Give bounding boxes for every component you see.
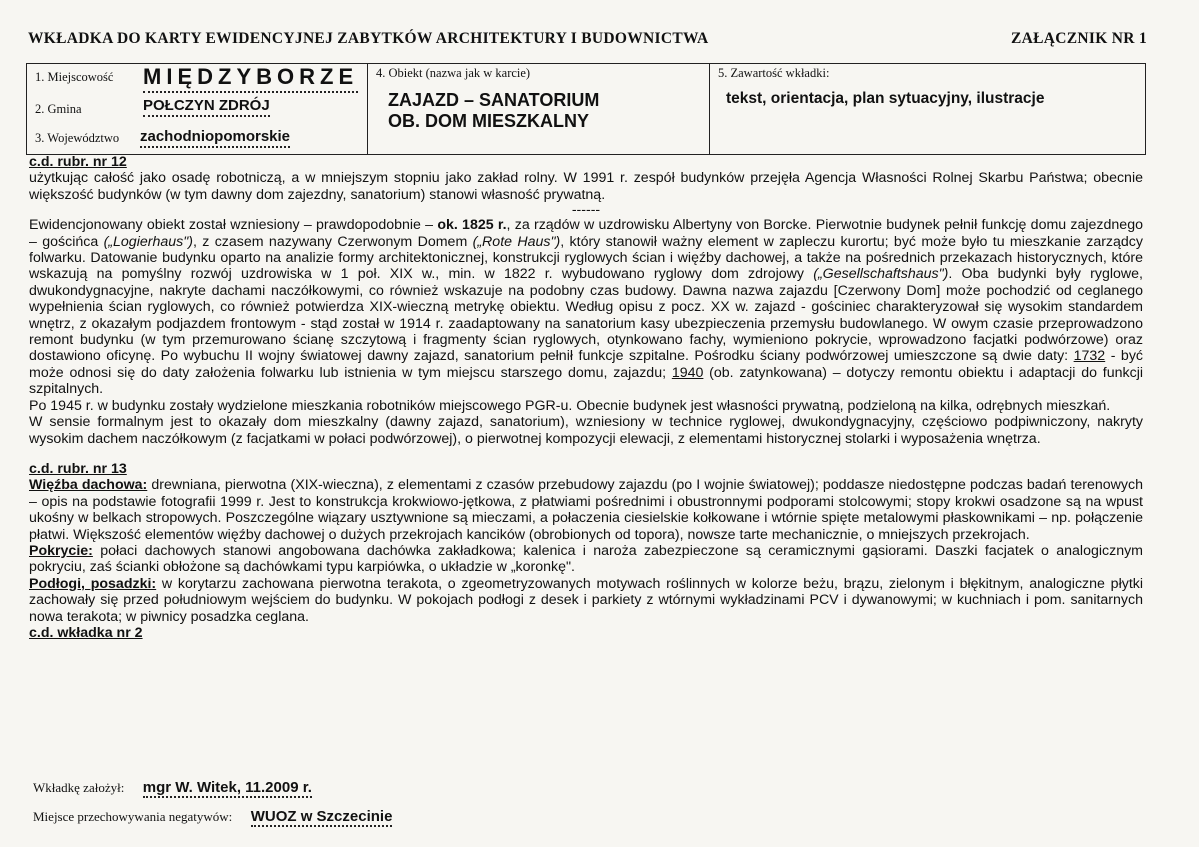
wojewodztwo-label: 3. Województwo [35, 131, 120, 145]
miejscowosc-value: MIĘDZYBORZE [143, 64, 358, 93]
section-12-paragraph-2: Ewidencjonowany obiekt został wzniesiony – prawdopodobnie – ok. 1825 r., za rządów w uzdrowisku Albertyny von Borcke. Pierwotnie budynek pełnił funkcję domu zajezdnego – gościńca („Logierhaus"), z czasem nazywany Czerwonym Domem („Rote Haus"), który stanowił ważny element w zapleczu kurortu; być może było tu mieszkanie zarządcy folwarku. Datowanie budynku oparto na analizie formy architektonicznej, konstrukcji ryglowych ścian i więźby dachowej, a także na pośrednich przekazach historycznych, które wskazują na pomyślny rozwój uzdrowiska w 1 poł. XIX w., min. w 1822 r. wybudowano ryglowy dom zdrojowy („Gesellschaftshaus"). Oba budynki były ryglowe, dwukondygnacyjne, nakryte dachami naczółkowymi, co również wskazuje na podobny czas budowy. Dawna nazwa zajazdu [Czerwony Dom] może pochodzić od ceglanego wypełnienia ścian ryglowych, co również potwierdza XIX-wieczną metrykę obiektu. Według opisu z pocz. XX w. zajazd - gościniec charakteryzował się wysokim standardem wnętrz, z okazałym podjazdem frontowym - stąd został w 1914 r. zaadaptowany na sanatorium kasy ubezpieczenia przemysłu budowlanego. W owym czasie przeprowadzono remont budynku (w tym przemurowano ścianę szczytową i fragmenty ścian ryglowych, otynkowano fachy, wymieniono pokrycie, wprowadzono facjatki podwórzowe) oraz dostawiono oficynę. Po wybuchu II wojny światowej dawny zajazd, sanatorium pełnił funkcje szpitalne. Pośrodku ściany podwórzowej umieszczone są dwie daty: 1732 - być może odnosi się do daty założenia folwarku lub istnienia w tym miejscu starszego domu, zajazdu; 1940 (ob. zatynkowana) – dotyczy remontu obiektu i adaptacji do funkcji szpitalnych. [29, 217, 1144, 398]
section-12-paragraph-3: Po 1945 r. w budynku zostały wydzielone mieszkania robotników miejscowego PGR-u. Obecnie budynek jest własności prywatną, podzieloną na kilka, odrębnych mieszkań. [29, 397, 1111, 414]
section-12-paragraph-1: użytkując całość jako osadę robotniczą, a w mniejszym stopniu jako zakład rolny. W 1991 r. zespół budynków przejęła Agencja Własności Rolnej Skarbu Państwa; obecnie większość budynków (w tym dawny dom zajezdny, sanatorium) stanowi własność prywatną. [29, 170, 1143, 203]
author-line [33, 779, 312, 797]
storage-value: WUOZ w Szczecinie [250, 808, 393, 825]
podlogi-paragraph: Podłogi, posadzki: w korytarzu zachowana pierwotna terakota, o zgeometryzowanych motywach roślinnych w kolorze beżu, brązu, zielonym i błękitnym, analogiczne płytki zachowały się przed południowym wejściem do budynku. W pokojach podłogi z desek i parkiety z wtórnymi wykładzinami PCV i dywanowymi; w kuchniach i pom. sanitarnych nowa terakota; w piwnicy posadzka ceglana. [29, 575, 1144, 625]
attachment-label: ZAŁĄCZNIK NR 1 [1011, 30, 1147, 47]
header-fields [26, 63, 1146, 155]
obiekt-label: 4. Obiekt (nazwa jak w karcie) [376, 66, 531, 80]
obiekt-line-1: ZAJAZD – SANATORIUM [388, 90, 600, 110]
section-12-heading: c.d. rubr. nr 12 [29, 154, 127, 170]
gmina-value: POŁCZYN ZDRÓJ [143, 97, 270, 117]
obiekt-line-2: OB. DOM MIESZKALNY [388, 111, 589, 131]
storage-label: Miejsce przechowywania negatywów: [33, 809, 233, 824]
wojewodztwo-value: zachodniopomorskie [140, 128, 290, 148]
object-box [368, 64, 710, 154]
wiezba-paragraph: Więźba dachowa: drewniana, pierwotna (XIX-wieczna), z elementami z czasów przebudowy zajazdu (po I wojnie światowej); poddasze niedostępne podczas badań terenowych – opis na podstawie fotografii 1999 r. Jest to konstrukcja krokwiowo-jętkowa, z płatwiami pośrednimi i obustronnymi podporami stolcowymi; stopy krokwi osadzone są na wpust ukośny w belkach stropowych. Poszczególne wiązary usztywnione są mieczami, a połaczenia ciesielskie kołkowane i wtórnie spięte metalowymi płaskownikami – np. połączenie płatwi. Większość elementów więźby dachowej o dużych przekrojach kancików (obrobionych od topora), nowsze tarte mechanicznie, o mniejszych przekrojach. [29, 477, 1143, 543]
section-12-paragraph-4: W sensie formalnym jest to okazały dom mieszkalny (dawny zajazd, sanatorium), wzniesiony w technice ryglowej, dwukondygnacyjny, częściowo podpiwniczony, nakryty wysokim dachem naczółkowym (z facjatkami w połaci podwórzowej), o pierwotnej kompozycji elewacji, z elementami historycznej stolarki i wyposażenia wnętrza. [29, 414, 1143, 447]
wkladka-heading: c.d. wkładka nr 2 [29, 624, 143, 641]
gmina-label: 2. Gmina [35, 102, 82, 116]
author-value: mgr W. Witek, 11.2009 r. [142, 779, 312, 796]
storage-line [33, 808, 392, 826]
pokrycie-paragraph: Pokrycie: połaci dachowych stanowi angobowana dachówka zakładkowa; kalenica i naroża zabezpieczone są ceramicznymi gąsiorami. Daszki facjatek o analogicznym pokryciu, zaś ścianki obłożone są dachówkami typu karpiówka, o układzie w „koronkę". [29, 542, 1143, 576]
zawartosc-label: 5. Zawartość wkładki: [718, 66, 830, 80]
author-label: Wkładkę założył: [33, 780, 125, 795]
contents-box [710, 64, 1145, 154]
zawartosc-value: tekst, orientacja, plan sytuacyjny, ilustracje [726, 90, 1045, 107]
location-box [27, 64, 368, 154]
document-body [29, 154, 1143, 641]
obiekt-value [388, 90, 599, 132]
miejscowosc-label: 1. Miejscowość [35, 70, 114, 84]
divider: ------ [571, 202, 601, 219]
section-13-heading: c.d. rubr. nr 13 [29, 460, 127, 477]
form-title: WKŁADKA DO KARTY EWIDENCYJNEJ ZABYTKÓW ARCHITEKTURY I BUDOWNICTWA [28, 30, 709, 47]
